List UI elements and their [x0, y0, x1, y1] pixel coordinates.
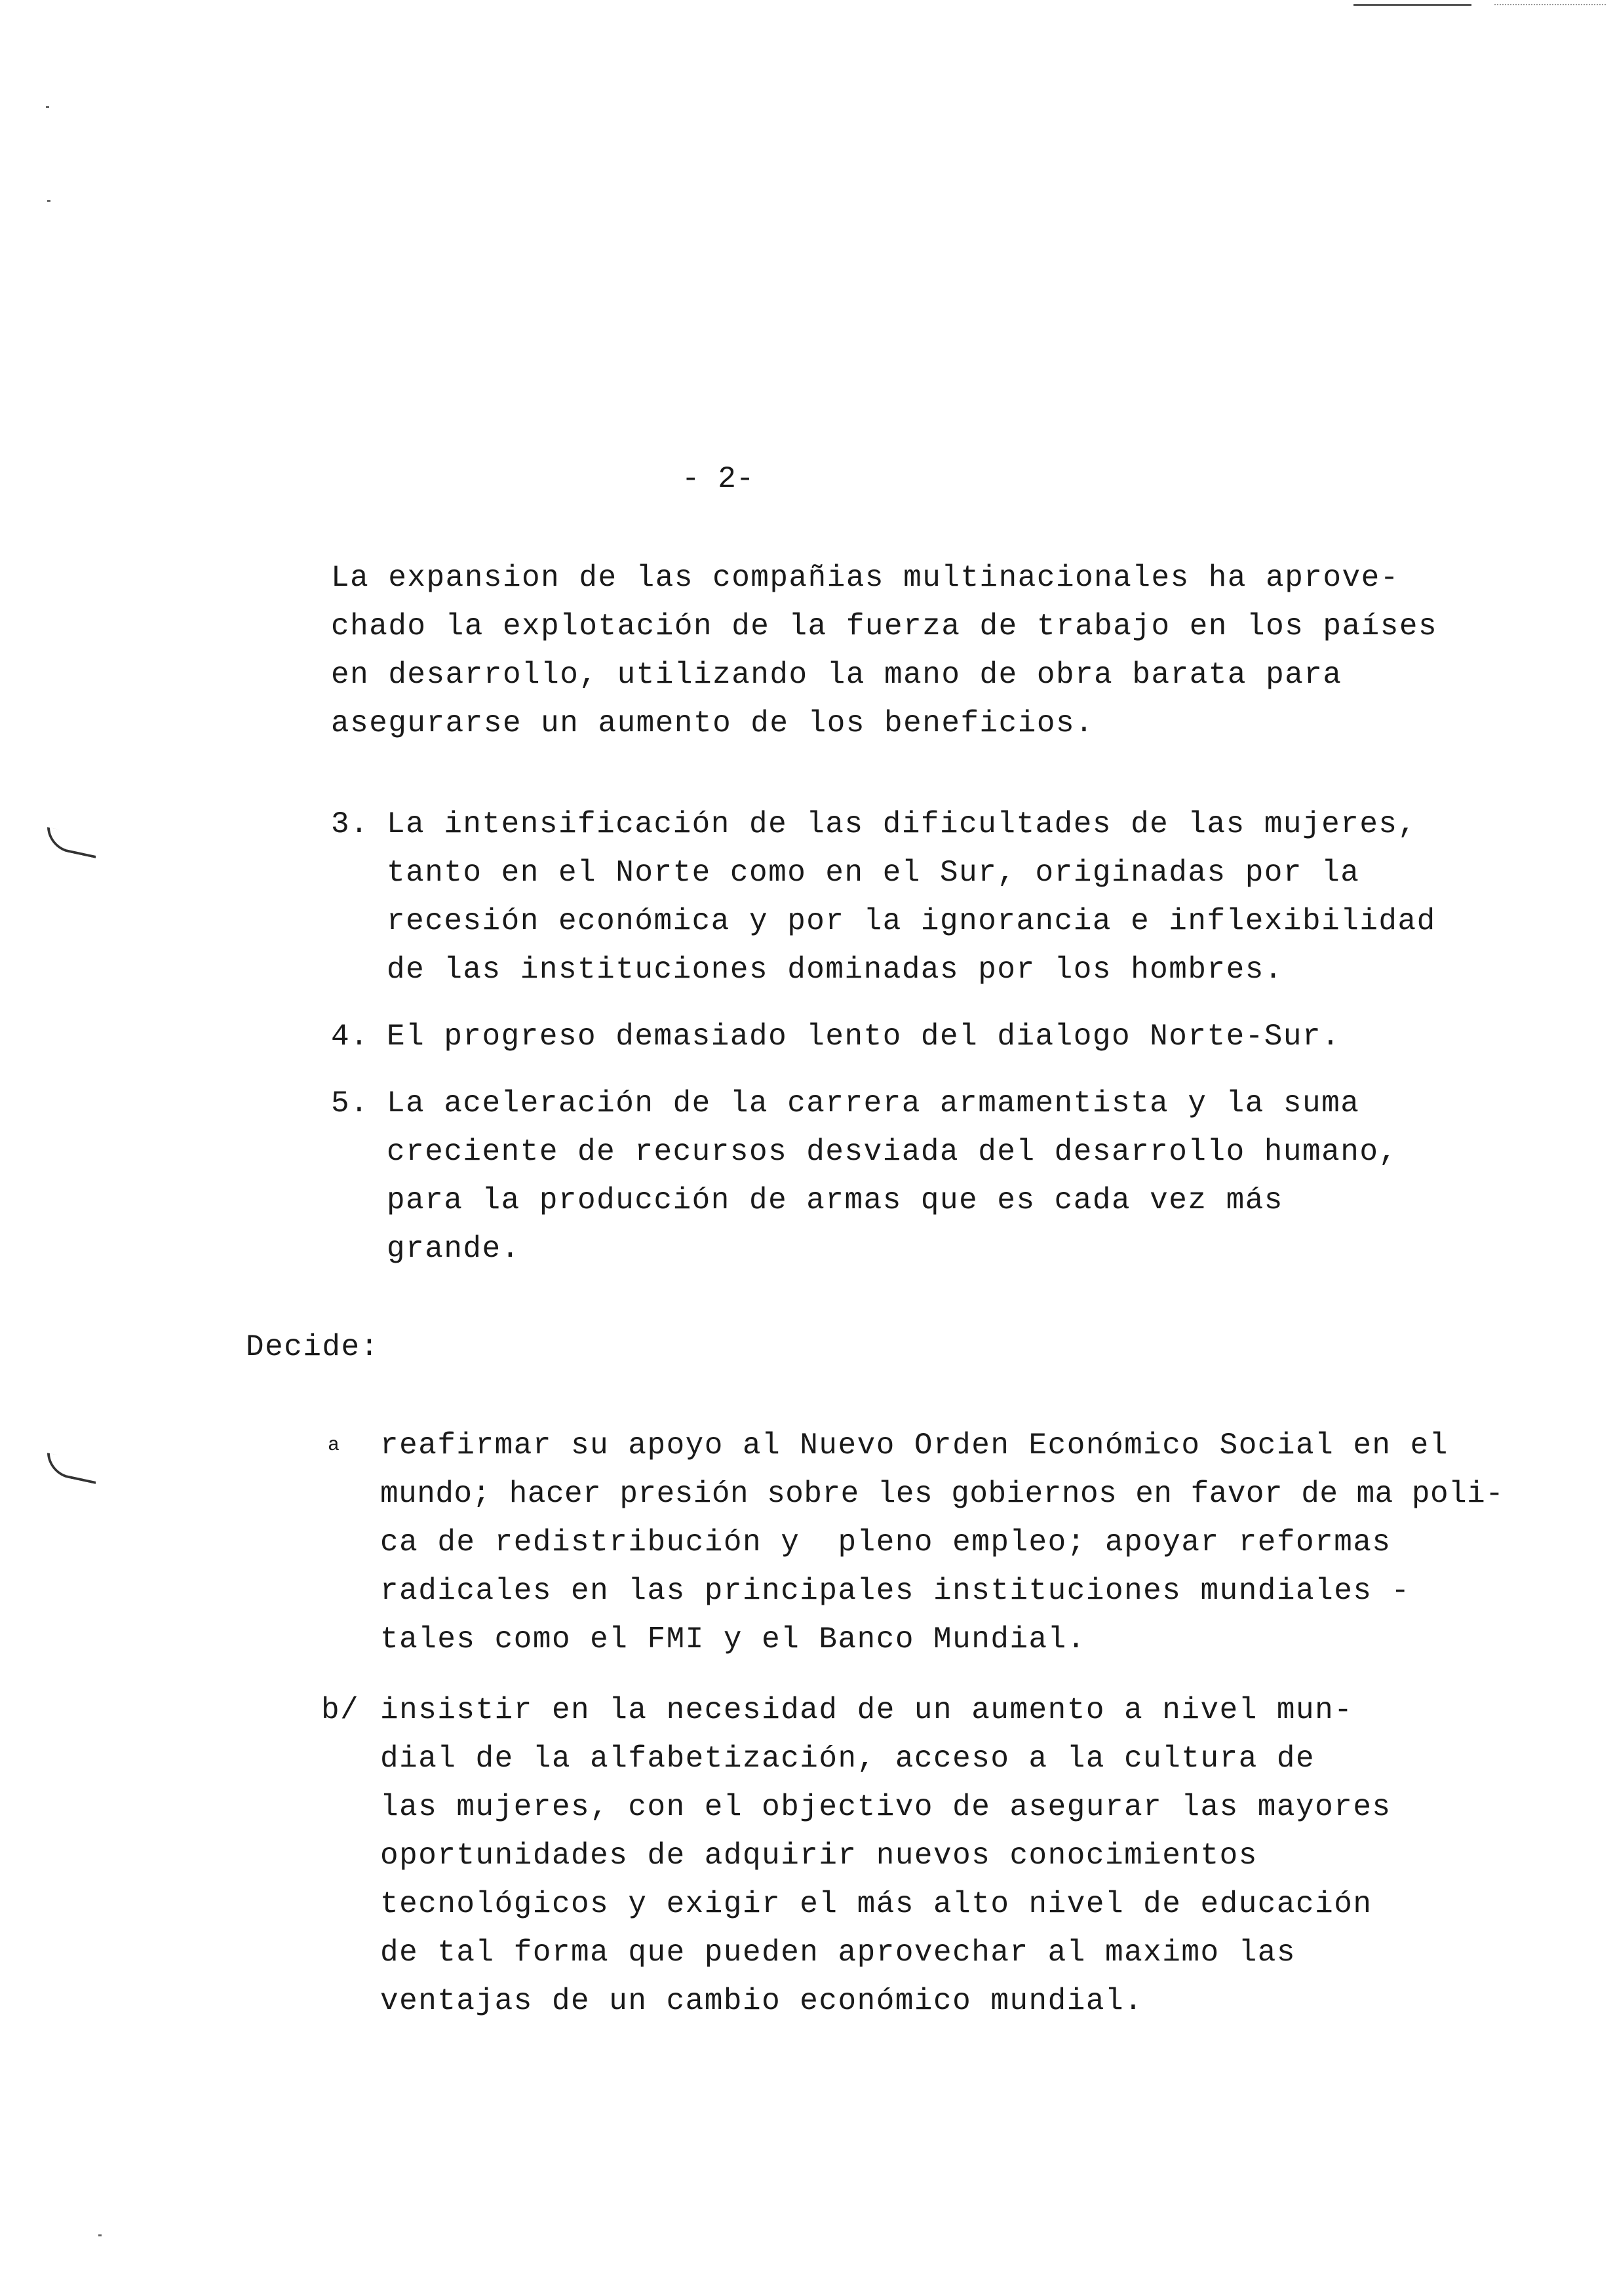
- decide-item-line: de tal forma que pueden aprovechar al maximo las: [380, 1936, 1296, 1970]
- top-edge-rule: [1353, 4, 1471, 6]
- scan-speck: [46, 106, 49, 108]
- point-number: 4.: [331, 1020, 370, 1054]
- point-line: tanto en el Norte como en el Sur, originadas por la: [387, 856, 1360, 890]
- decide-item-line: reafirmar su apoyo al Nuevo Orden Económico Social en el: [380, 1428, 1449, 1463]
- scan-speck: [98, 2234, 102, 2236]
- point-line: El progreso demasiado lento del dialogo Norte-Sur.: [387, 1020, 1341, 1054]
- decide-item-line: dial de la alfabetización, acceso a la cultura de: [380, 1742, 1315, 1776]
- decide-item-line: ca de redistribución y pleno empleo; apoyar reformas: [380, 1525, 1391, 1559]
- point-number: 5.: [331, 1086, 370, 1120]
- intro-line: asegurarse un aumento de los beneficios.: [331, 706, 1095, 740]
- decide-item-line: las mujeres, con el objectivo de asegurar las mayores: [380, 1790, 1391, 1824]
- intro-line: La expansion de las compañias multinacionales ha aprove-: [331, 561, 1399, 595]
- decide-item-line: oportunidades de adquirir nuevos conocimientos: [380, 1839, 1258, 1873]
- decide-item-line: tecnológicos y exigir el más alto nivel de educación: [380, 1887, 1372, 1921]
- point-line: La intensificación de las dificultades de las mujeres,: [387, 807, 1417, 841]
- decide-item-line: tales como el FMI y el Banco Mundial.: [380, 1622, 1086, 1656]
- point-line: para la producción de armas que es cada vez más: [387, 1183, 1283, 1217]
- point-line: creciente de recursos desviada del desarrollo humano,: [387, 1135, 1398, 1169]
- page-number: - 2-: [682, 462, 754, 496]
- top-edge-dotted-rule: [1494, 4, 1606, 5]
- binder-hole-mark: [47, 1453, 96, 1484]
- decide-item-line: ventajas de un cambio económico mundial.: [380, 1984, 1144, 2018]
- decide-item-line: mundo; hacer presión sobre les gobiernos en favor de ma poli-: [380, 1477, 1504, 1511]
- point-line: recesión económica y por la ignorancia e inflexibilidad: [387, 904, 1436, 938]
- decide-heading: Decide:: [246, 1330, 379, 1364]
- point-line: grande.: [387, 1232, 520, 1266]
- decide-item-line: insistir en la necesidad de un aumento a nivel mun-: [380, 1693, 1353, 1727]
- binder-hole-mark: [47, 827, 96, 858]
- decide-item-line: radicales en las principales instituciones mundiales -: [380, 1574, 1411, 1608]
- intro-line: chado la explotación de la fuerza de trabajo en los países: [331, 609, 1438, 643]
- point-number: 3.: [331, 807, 370, 841]
- point-line: de las instituciones dominadas por los hombres.: [387, 953, 1283, 987]
- scan-speck: [47, 200, 50, 202]
- intro-line: en desarrollo, utilizando la mano de obra barata para: [331, 658, 1342, 692]
- point-line: La aceleración de la carrera armamentista y la suma: [387, 1086, 1360, 1120]
- decide-item-marker: b/: [321, 1693, 360, 1727]
- decide-item-marker: a: [328, 1434, 341, 1457]
